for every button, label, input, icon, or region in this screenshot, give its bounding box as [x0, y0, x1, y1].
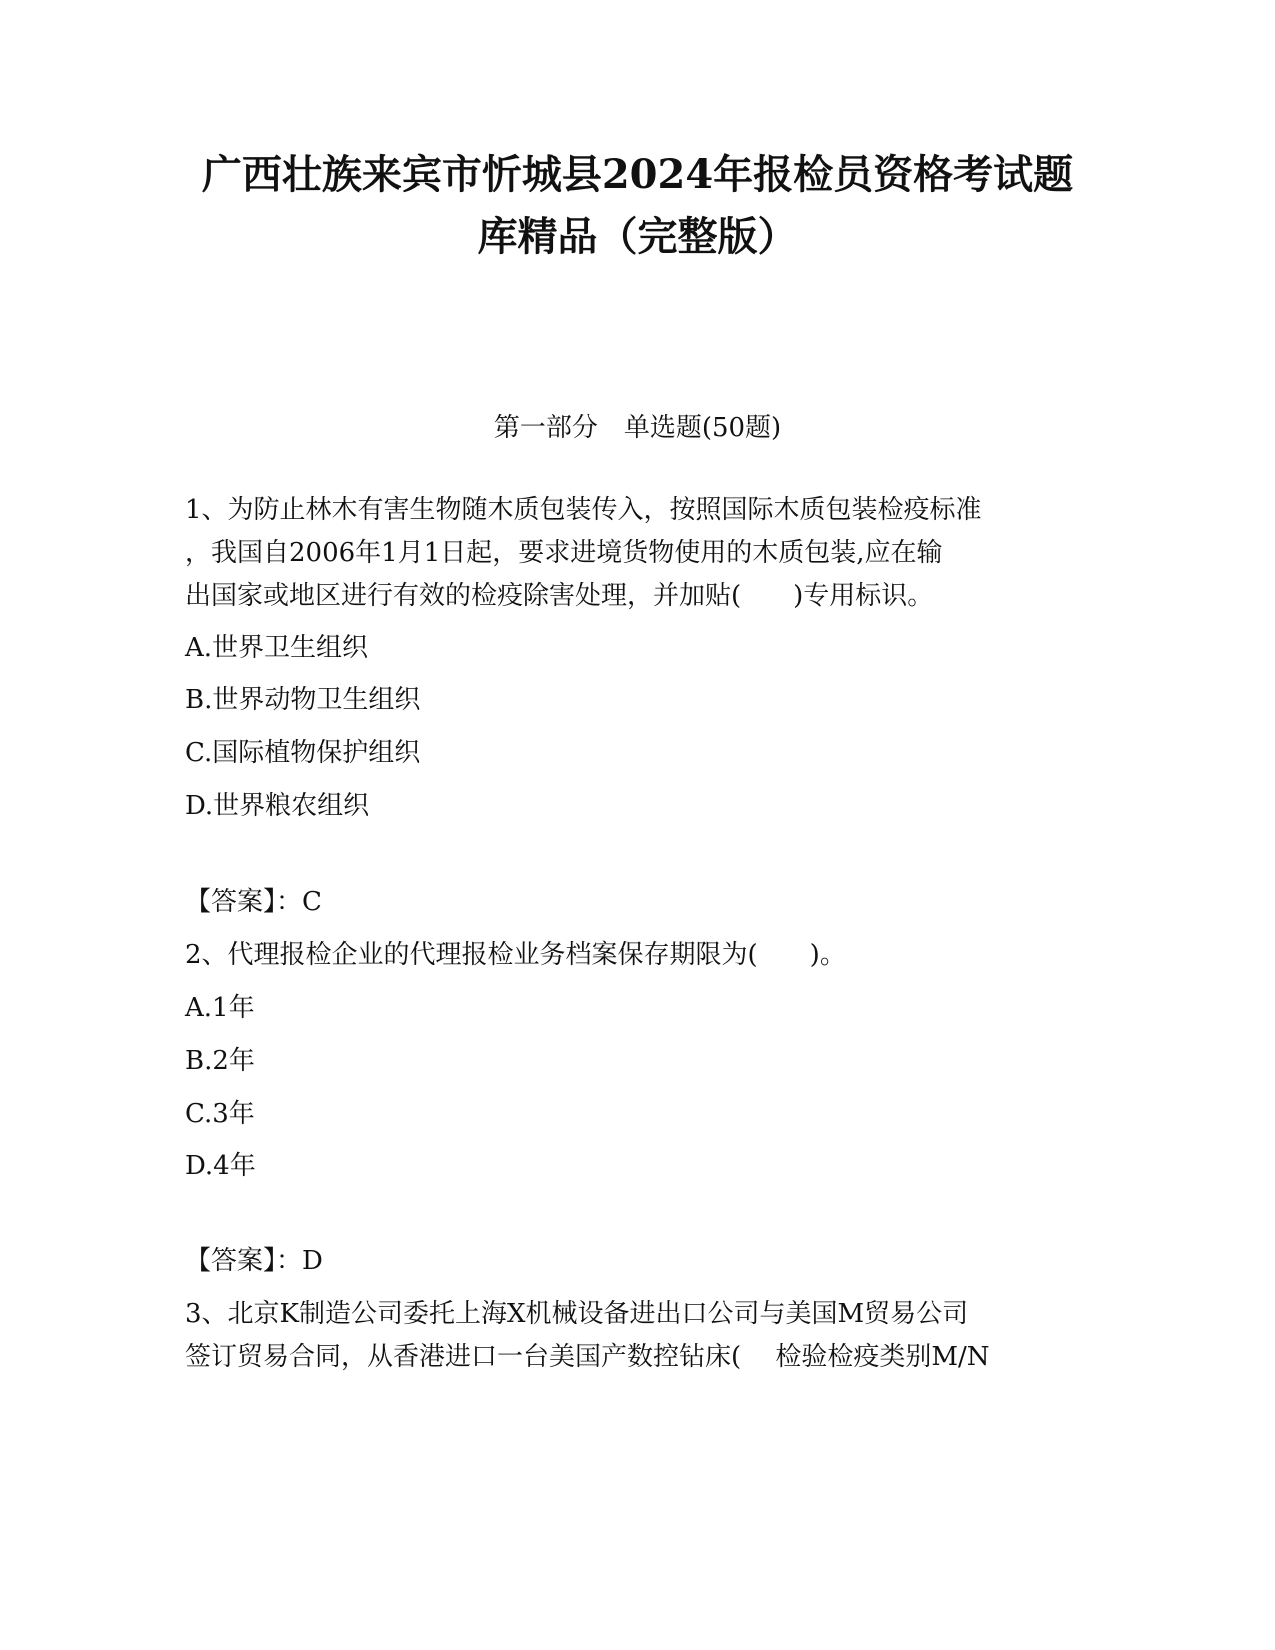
document-title-line-2: 库精品（完整版）	[477, 213, 798, 260]
document-title-line-1: 广西壮族来宾市忻城县2024年报检员资格考试题	[201, 151, 1074, 198]
question-1-option-d: D.世界粮农组织	[185, 791, 370, 821]
question-2-option-d: D.4年	[185, 1151, 256, 1181]
question-1-option-a: A.世界卫生组织	[185, 633, 369, 663]
question-2-option-c: C.3年	[185, 1099, 255, 1129]
question-1-stem-line-1: 1、为防止林木有害生物随木质包装传入，按照国际木质包装检疫标准	[185, 495, 982, 525]
question-2-option-a: A.1年	[185, 993, 255, 1023]
question-1-stem-line-2: ，我国自2006年1月1日起，要求进境货物使用的木质包装,应在输	[185, 538, 943, 568]
question-3-stem-line-2: 签订贸易合同，从香港进口一台美国产数控钻床( 检验检疫类别M/N	[185, 1342, 990, 1372]
question-2-answer: 【答案】：D	[185, 1246, 323, 1276]
question-1-stem-line-3: 出国家或地区进行有效的检疫除害处理，并加贴( )专用标识。	[185, 581, 934, 611]
question-2-stem-line-1: 2、代理报检企业的代理报检业务档案保存期限为( )。	[185, 940, 846, 970]
question-1-answer: 【答案】：C	[185, 887, 322, 917]
question-2-option-b: B.2年	[185, 1046, 255, 1076]
section-heading: 第一部分 单选题(50题)	[493, 413, 782, 443]
question-1-option-b: B.世界动物卫生组织	[185, 685, 421, 715]
question-3-stem-line-1: 3、北京K制造公司委托上海X机械设备进出口公司与美国M贸易公司	[185, 1299, 969, 1329]
question-1-option-c: C.国际植物保护组织	[185, 738, 421, 768]
